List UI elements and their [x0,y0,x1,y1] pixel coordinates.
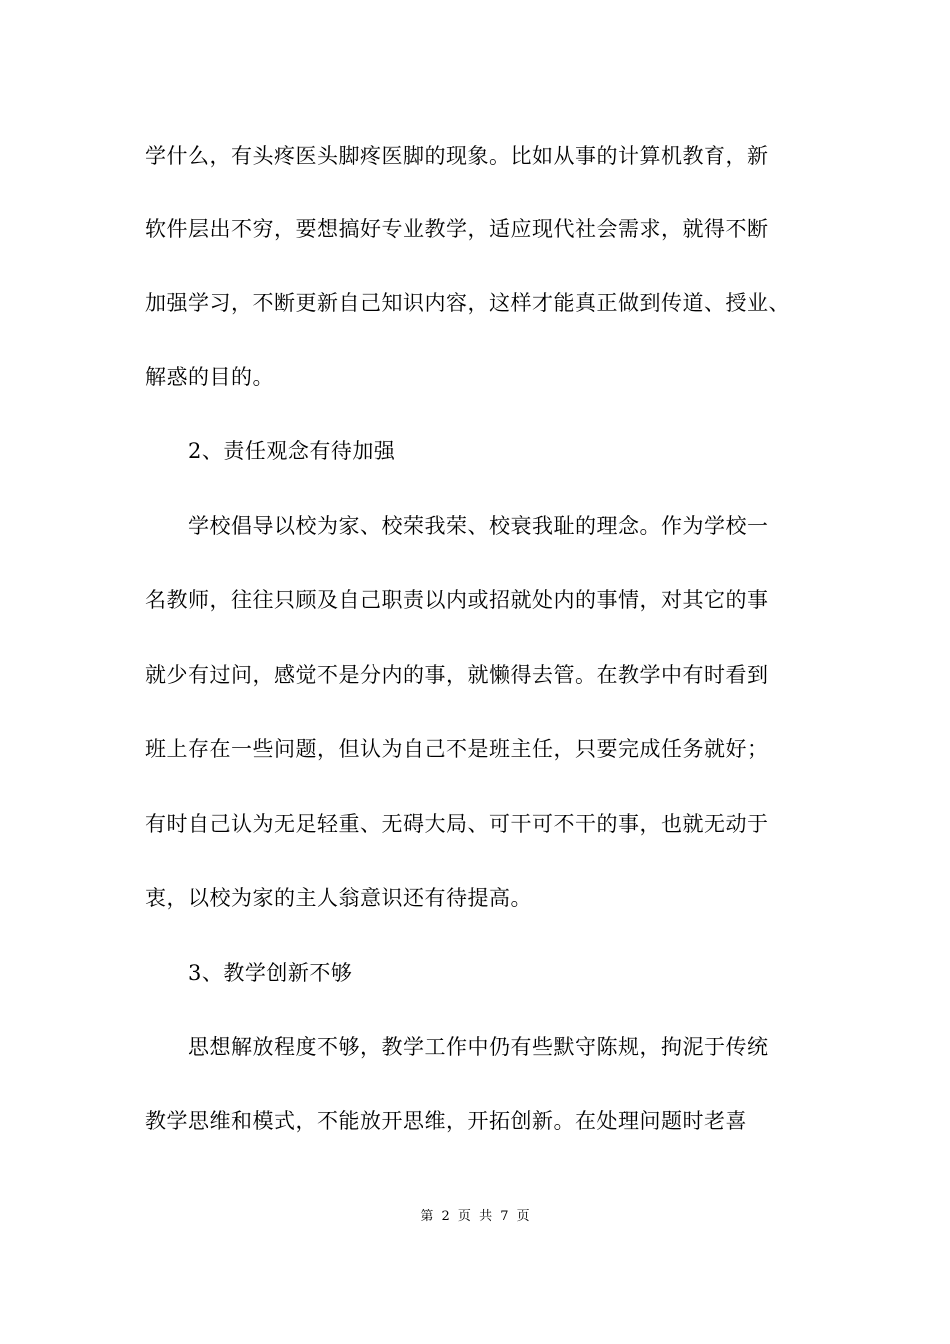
section-heading: 2、责任观念有待加强 [188,439,396,463]
paragraph-line: 名教师，往往只顾及自己职责以内或招就处内的事情，对其它的事 [145,588,769,612]
footer-prefix: 第 [420,1209,434,1224]
section-heading: 3、教学创新不够 [188,961,353,985]
paragraph-line: 软件层出不穷，要想搞好专业教学，适应现代社会需求，就得不断 [145,217,769,241]
footer-total-suffix: 页 [516,1209,530,1224]
paragraph-line: 学校倡导以校为家、校荣我荣、校衰我耻的理念。作为学校一 [188,514,769,538]
paragraph-line: 思想解放程度不够，教学工作中仍有些默守陈规，拘泥于传统 [188,1035,769,1059]
paragraph-line: 加强学习，不断更新自己知识内容，这样才能真正做到传道、授业、 [145,291,790,315]
paragraph-line: 就少有过问，感觉不是分内的事，就懒得去管。在教学中有时看到 [145,663,769,687]
paragraph-line: 学什么，有头疼医头脚疼医脚的现象。比如从事的计算机教育，新 [145,144,769,168]
paragraph-line: 解惑的目的。 [145,365,274,389]
footer-current-page: 2 [441,1209,450,1224]
footer-total-prefix: 共 [479,1209,493,1224]
paragraph-line: 教学思维和模式，不能放开思维，开拓创新。在处理问题时老喜 [145,1109,747,1133]
page-footer [0,1209,950,1225]
paragraph-line: 有时自己认为无足轻重、无碍大局、可干可不干的事，也就无动于 [145,812,769,836]
footer-page-word: 页 [457,1209,471,1224]
footer-total-pages: 7 [500,1209,509,1224]
paragraph-line: 班上存在一些问题，但认为自己不是班主任，只要完成任务就好； [145,737,769,761]
paragraph-line: 衷，以校为家的主人翁意识还有待提高。 [145,886,532,910]
